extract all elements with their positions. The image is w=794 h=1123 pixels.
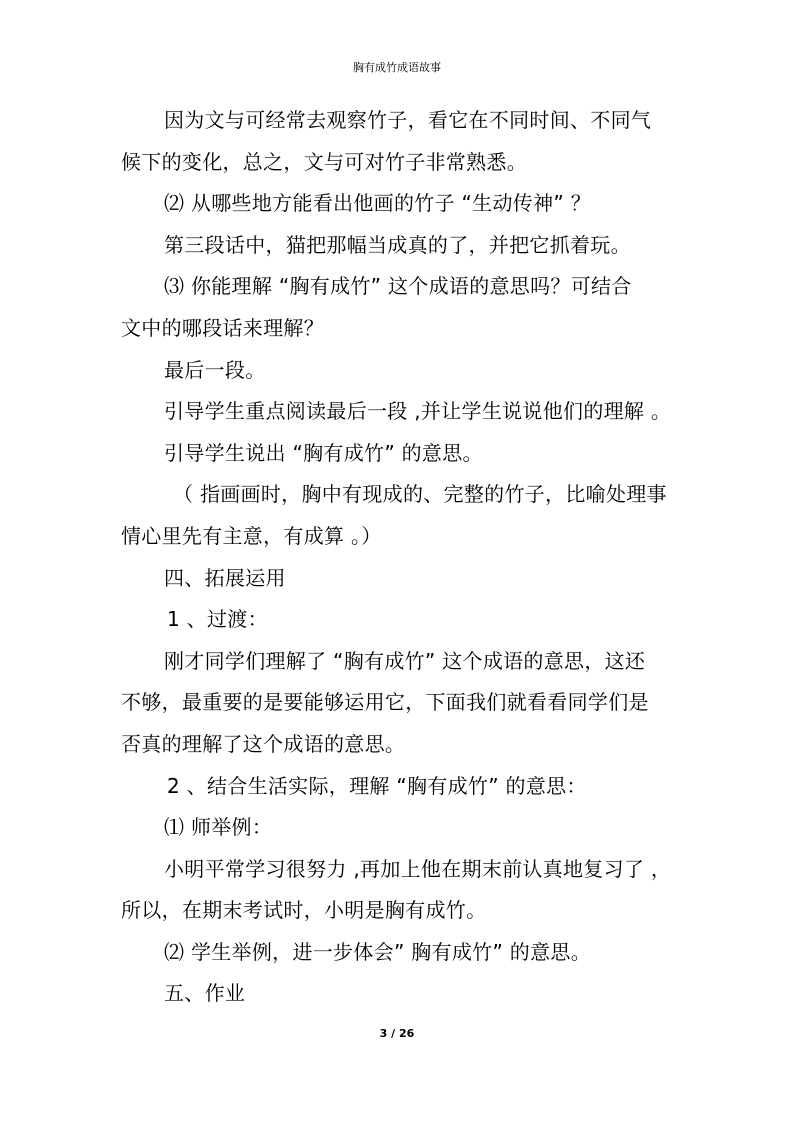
text-line: 刚才同学们理解了 “胸有成竹” 这个成语的意思，这还: [164, 648, 646, 673]
text-line: 第三段话中，猫把那幅当成真的了，并把它抓着玩。: [164, 232, 631, 257]
document-body: [121, 100, 681, 1015]
text-line: 引导学生说出 “胸有成竹” 的意思。: [164, 440, 483, 465]
section-heading: 四、拓展运用: [164, 565, 286, 590]
text-line: ⑴ 师举例：: [164, 815, 273, 840]
text-line: 小明平常学习很努力 ,再加上他在期末前认真地复习了 ，: [164, 856, 672, 881]
text-line: 不够，最重要的是要能够运用它，下面我们就看看同学们是: [121, 690, 649, 715]
text-line: 最后一段。: [164, 357, 266, 382]
text-line: 文中的哪段话来理解？: [121, 315, 324, 340]
subsection-heading: 2 、结合生活实际，理解 “胸有成竹” 的意思：: [167, 773, 587, 798]
page-header: 胸有成竹成语故事: [353, 61, 441, 74]
section-heading: 五、作业: [164, 981, 246, 1006]
subsection-heading: 1 、过渡：: [167, 607, 268, 632]
text-line: 所以，在期末考试时，小明是胸有成竹。: [121, 898, 487, 923]
text-line: （ 指画画时，胸中有现成的、完整的竹子，比喻处理事: [173, 482, 667, 507]
text-line: 因为文与可经常去观察竹子，看它在不同时间、不同气: [164, 108, 652, 132]
text-line: 引导学生重点阅读最后一段 ,并让学生说说他们的理解 。: [164, 399, 672, 424]
text-line: 候下的变化，总之，文与可对竹子非常熟悉。: [121, 149, 527, 174]
text-line: ⑶ 你能理解 “胸有成竹” 这个成语的意思吗？可结合: [164, 274, 632, 299]
page-number: 3 / 26: [379, 1027, 415, 1040]
text-line: 情心里先有主意，有成算 。）: [121, 523, 382, 548]
text-line: ⑵ 从哪些地方能看出他画的竹子 “生动传神” ？: [164, 191, 591, 216]
text-line: ⑵ 学生举例，进一步体会” 胸有成竹” 的意思。: [164, 939, 591, 964]
text-line: 否真的理解了这个成语的意思。: [121, 731, 406, 756]
